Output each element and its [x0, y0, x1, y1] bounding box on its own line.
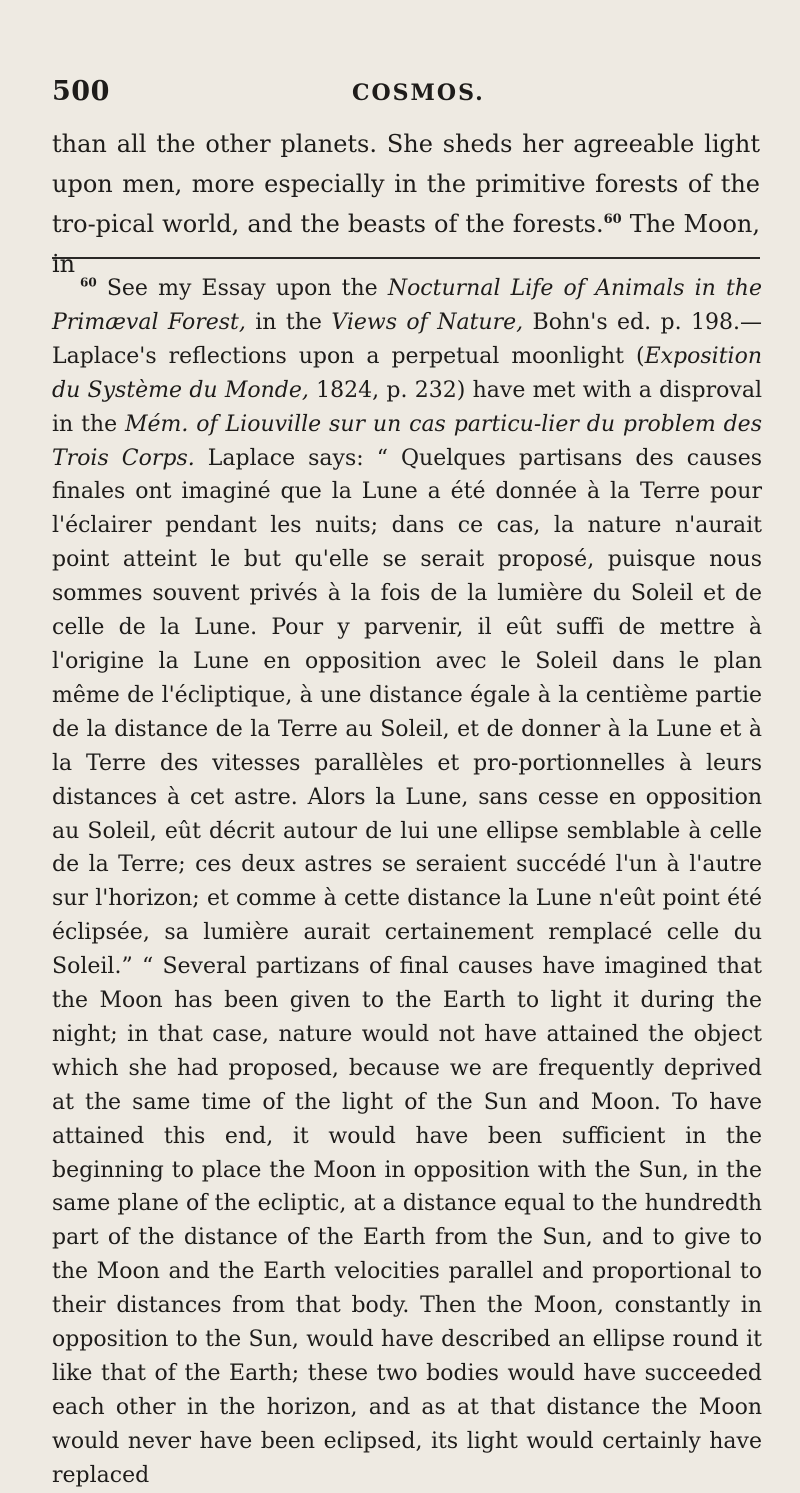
body-text-before-ref: than all the other planets. She sheds her agreeable light upon men, more especially in the primitive forests of the tro-pical world, and the beasts of the forests.: [52, 130, 760, 238]
footnote-paragraph: [52, 272, 762, 1493]
footnote-marker: 60: [80, 275, 97, 290]
footnote-text-5: Laplace says: “ Quelques partisans des causes finales ont imaginé que la Lune a été donnée à la Terre pour l'éclairer pendant les nuits; dans ce cas, la nature n'aurait point atteint le but qu'elle se serait proposé, puisque nous sommes souvent privés à la fois de la lumière du Soleil et de celle de la Lune. Pour y parvenir, il eût suffi de mettre à l'origine la Lune en opposition avec le Soleil dans le plan même de l'écliptique, à une distance égale à la centième partie de la distance de la Terre au Soleil, et de donner à la Lune et à la Terre des vitesses parallèles et pro-portionnelles à leurs distances à cet astre. Alors la Lune, sans cesse en opposition au Soleil, eût décrit autour de lui une ellipse semblable à celle de la Terre; ces deux astres se seraient succédé l'un à l'autre sur l'horizon; et comme à cette distance la Lune n'eût point été éclipsée, sa lumière aurait certainement remplacé celle du Soleil.” “ Several partizans of final causes have imagined that the Moon has been given to the Earth to light it during the night; in that case, nature would not have attained the object which she had proposed, because we are frequently deprived at the same time of the light of the Sun and Moon. To have attained this end, it would have been sufficient in the beginning to place the Moon in opposition with the Sun, in the same plane of the ecliptic, at a distance equal to the hundredth part of the distance of the Earth from the Sun, and to give to the Moon and the Earth velocities parallel and proportional to their distances from that body. Then the Moon, constantly in opposition to the Sun, would have described an ellipse round it like that of the Earth; these two bodies would have succeeded each other in the horizon, and as at that distance the Moon would never have been eclipsed, its light would certainly have replaced: [52, 445, 762, 1488]
footnote-text-1: See my Essay upon the: [96, 276, 388, 301]
footnote-text-3: Bohn's ed. p. 198.—Laplace's reflections upon a perpetual moonlight (: [52, 309, 763, 369]
footnote-divider: [52, 257, 760, 259]
footnote-text-2: in the: [245, 309, 332, 335]
footnote-title-exposition: Exposition du Système du Monde,: [52, 343, 762, 403]
page-header: [0, 76, 800, 112]
running-head: COSMOS.: [352, 80, 485, 106]
footnote-title-nocturnal-life: Nocturnal Life of Animals in the Primæval Forest,: [52, 276, 762, 335]
footnote-reference: 60: [603, 212, 622, 227]
page-number: 500: [52, 76, 110, 107]
footnote-title-views-of-nature: Views of Nature,: [331, 309, 524, 335]
footnote: [52, 272, 762, 1493]
body-text-after-ref: The Moon, in: [52, 210, 761, 278]
main-text: [52, 124, 760, 284]
footnote-text-4: 1824, p. 232) have met with a disproval in the: [52, 377, 762, 437]
footnote-title-liouville: Mém. of Liouville sur un cas particu-lier du problem des Trois Corps.: [52, 411, 762, 471]
